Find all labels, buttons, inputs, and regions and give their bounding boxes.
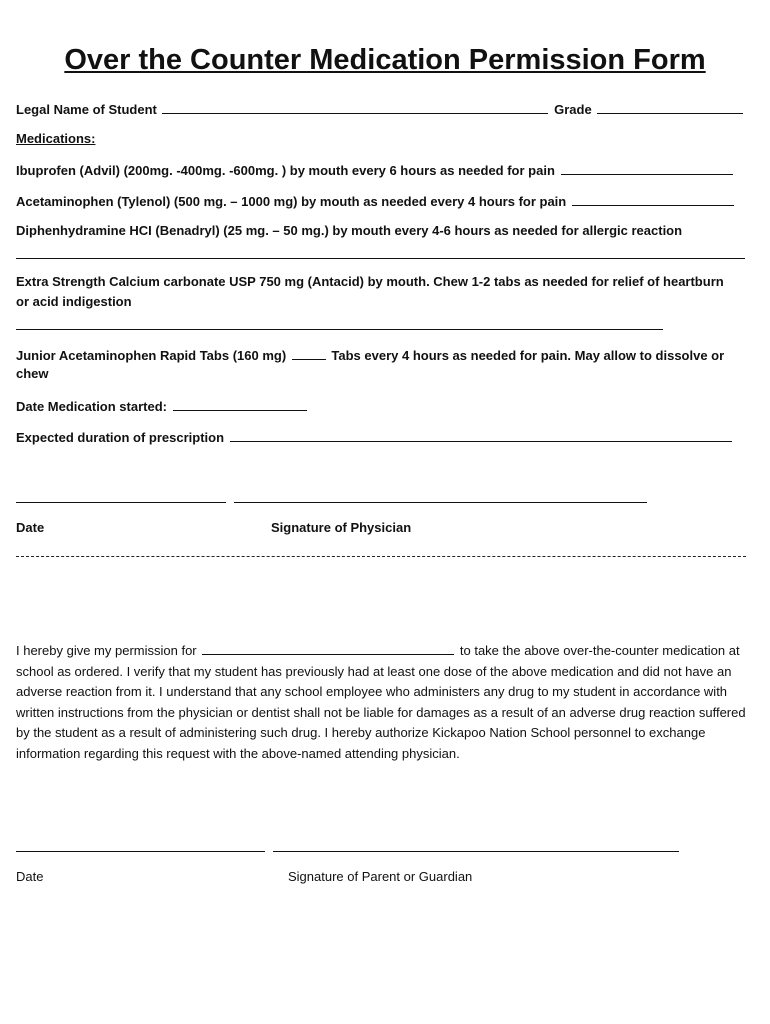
parent-date-field[interactable] [16,851,265,852]
duration-field[interactable] [230,428,732,442]
permission-after-blank: to take the above over-the-counter [459,643,659,658]
student-info-row [16,100,745,117]
physician-signature-field[interactable] [234,502,647,503]
form-title: Over the Counter Medication Permission Form [64,44,706,76]
ibuprofen-row [16,161,735,178]
grade-label: Grade [554,102,592,117]
duration-row [16,428,734,445]
permission-intro: I hereby give my permission for [16,643,197,658]
permission-body: medication at school as ordered. I verify that my student has previously had at least one dose of the above medication and did not have an adverse reaction from it. I understand that any school employee who administers any drug to my student in accordance with written instructions from the physician or dentist shall not be liable for damages as a result of an adverse drug reaction suffered by the student as a result of administering such drug. I hereby authorize Kickapoo Nation School personnel to exchange information regarding this request with the above-named attending physician. [16,643,746,761]
grade-field[interactable] [597,100,743,114]
medications-heading: Medications: [16,131,96,146]
junior-acetaminophen-text: Junior Acetaminophen Rapid Tabs (160 mg) [16,348,287,363]
date-started-label: Date Medication started: [16,399,167,414]
duration-label: Expected duration of prescription [16,430,225,445]
physician-date-label: Date [16,520,45,535]
antacid-row-2 [16,294,132,309]
diphenhydramine-field[interactable] [16,258,745,259]
parent-signature-label: Signature of Parent or Guardian [288,869,473,884]
acetaminophen-field[interactable] [572,192,734,206]
antacid-text-line1: Extra Strength Calcium carbonate USP 750 mg (Antacid) by mouth. Chew 1-2 tabs as needed for relief of heartburn [16,274,724,289]
permission-paragraph [16,641,748,765]
physician-signature-label: Signature of Physician [271,520,412,535]
diphenhydramine-row [16,223,682,238]
antacid-text-line2: or acid indigestion [16,294,132,309]
ibuprofen-field[interactable] [561,161,733,175]
junior-acetaminophen-text-3: chew [16,366,49,381]
ibuprofen-text: Ibuprofen (Advil) (200mg. -400mg. -600mg. ) by mouth every 6 hours as needed for pain [16,163,555,178]
parent-date-label: Date [16,869,44,884]
junior-acetaminophen-text-2: Tabs every 4 hours as needed for pain. May allow to dissolve or [331,348,725,363]
junior-acetaminophen-row-2 [16,366,49,381]
student-permission-name-field[interactable] [202,641,454,655]
acetaminophen-row [16,192,736,209]
section-divider [16,556,746,557]
date-started-field[interactable] [173,397,307,411]
acetaminophen-text: Acetaminophen (Tylenol) (500 mg. – 1000 mg) by mouth as needed every 4 hours for pain [16,194,567,209]
parent-signature-field[interactable] [273,851,679,852]
junior-tabs-count-field[interactable] [292,346,326,360]
antacid-row [16,274,724,289]
diphenhydramine-text: Diphenhydramine HCI (Benadryl) (25 mg. – 50 mg.) by mouth every 4-6 hours as needed for allergic reaction [16,223,683,238]
junior-acetaminophen-row [16,346,724,363]
student-name-label: Legal Name of Student [16,102,157,117]
student-name-field[interactable] [162,100,548,114]
antacid-field[interactable] [16,329,663,330]
physician-date-field[interactable] [16,502,226,503]
date-started-row [16,397,309,414]
